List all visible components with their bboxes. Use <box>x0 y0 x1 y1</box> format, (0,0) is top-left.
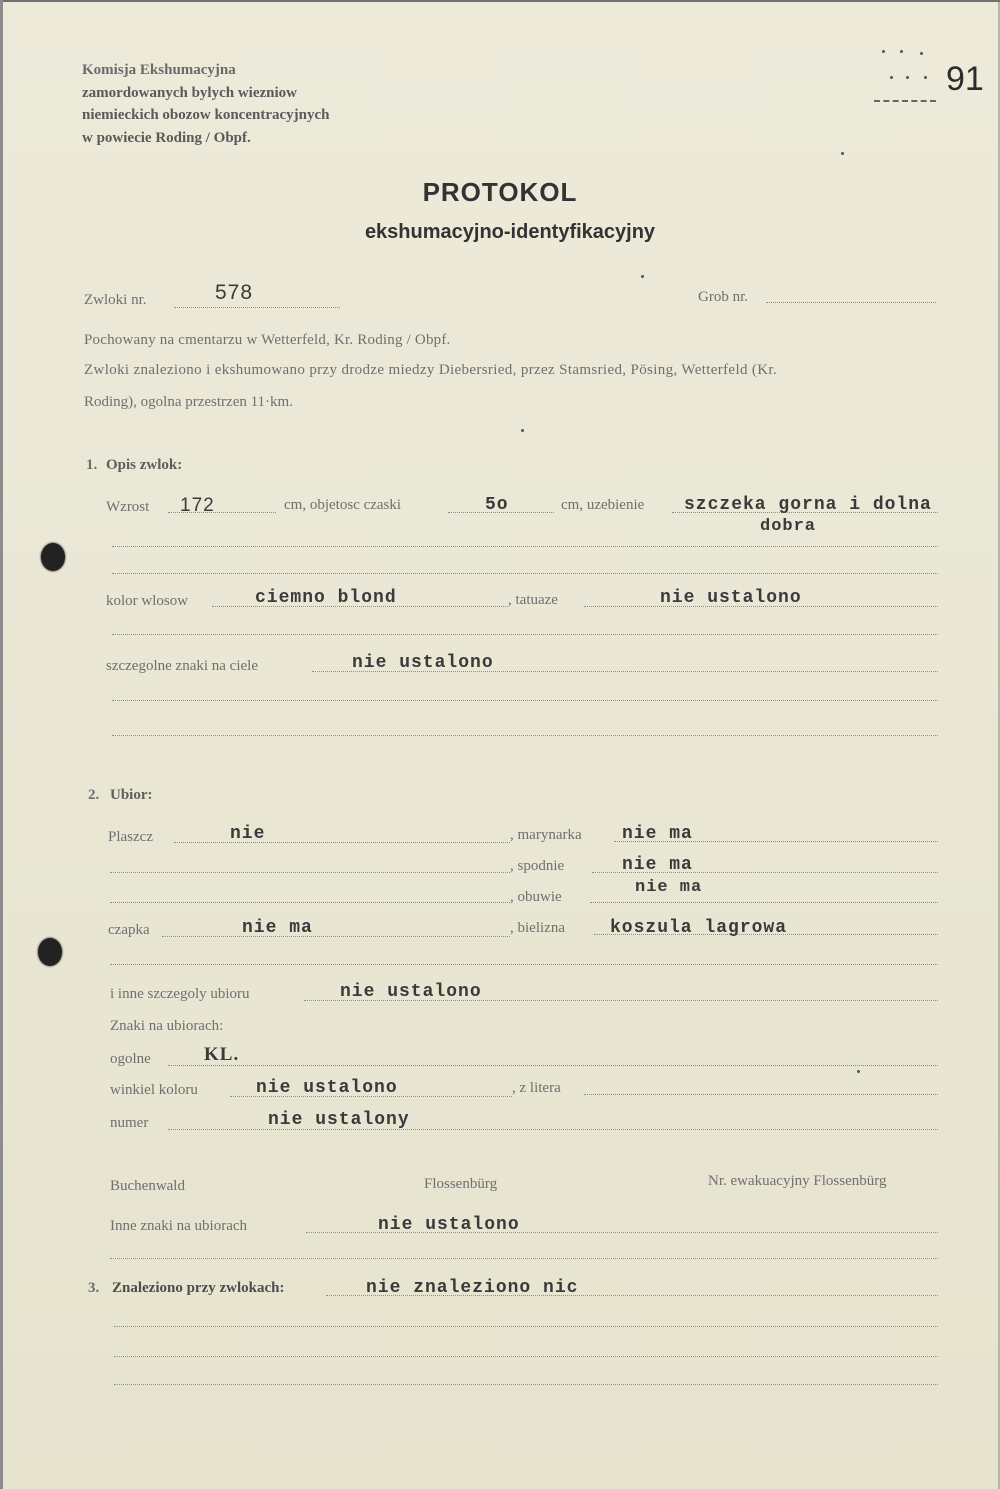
letter-line <box>584 1094 938 1095</box>
general-marks-line <box>168 1065 938 1066</box>
stamp-marks <box>872 48 942 108</box>
height-value: 172 <box>180 495 215 516</box>
flossenburg-label: Flossenbürg <box>424 1176 498 1192</box>
found-line-2: Roding), ogolna przestrzen 11·km. <box>84 394 293 410</box>
other-marks-label: Inne znaki na ubiorach <box>110 1218 248 1234</box>
triangle-color-value: nie ustalono <box>256 1078 398 1098</box>
org-line-3: niemieckich obozow koncentracyjnych <box>82 107 330 123</box>
cap-line <box>162 936 510 937</box>
skull-unit: cm, uzebienie <box>561 497 645 513</box>
tattoo-label: , tatuaze <box>508 592 558 608</box>
shoes-line <box>590 902 938 903</box>
org-line-1: Komisja Ekshumacyjna <box>82 62 236 78</box>
trousers-label: , spodnie <box>510 858 565 874</box>
body-marks-label: szczegolne znaki na ciele <box>106 658 258 674</box>
section3-number: 3. <box>88 1280 100 1296</box>
paper-speck <box>641 275 644 278</box>
document-title: PROTOKOL <box>422 177 578 207</box>
coat-value: nie <box>230 824 266 844</box>
height-label: Wzrost <box>106 499 150 515</box>
body-number-line <box>174 307 340 308</box>
body-marks-value: nie ustalono <box>352 653 494 673</box>
section2-number: 2. <box>88 787 100 803</box>
clothing-marks-heading: Znaki na ubiorach: <box>110 1018 224 1034</box>
section1-blank-line-1 <box>112 573 938 574</box>
section3-blank-line-1 <box>114 1326 938 1327</box>
shoes-label: , obuwie <box>510 889 562 905</box>
grave-number-line <box>766 302 936 303</box>
section1-blank-line-3 <box>112 700 938 701</box>
section1-number: 1. <box>86 457 98 473</box>
section2-blank-line-2 <box>110 1258 938 1259</box>
section1-heading: Opis zwlok: <box>106 457 183 473</box>
cap-value: nie ma <box>242 918 313 938</box>
general-marks-value: KL. <box>204 1044 240 1065</box>
number-label: numer <box>110 1115 149 1131</box>
section3-blank-line-2 <box>114 1356 938 1357</box>
underwear-label: , bielizna <box>510 920 565 936</box>
paper-speck <box>857 1070 860 1073</box>
section1-blank-line-2 <box>112 634 938 635</box>
other-clothing-label: i inne szczegoly ubioru <box>110 986 250 1002</box>
punch-hole-bottom <box>38 938 62 966</box>
trousers-value: nie ma <box>622 855 693 875</box>
underwear-value: koszula lagrowa <box>610 918 788 938</box>
body-number-label: Zwloki nr. <box>84 292 147 308</box>
page-number: 91 <box>946 60 984 98</box>
cap-label: czapka <box>108 922 150 938</box>
org-line-4: w powiecie Roding / Obpf. <box>82 130 251 146</box>
shoes-value: nie ma <box>635 878 703 897</box>
section2-heading: Ubior: <box>110 787 153 803</box>
hair-label: kolor wlosow <box>106 593 189 609</box>
coat-line <box>174 842 510 843</box>
height-unit: cm, objetosc czaski <box>284 497 402 513</box>
evacuation-number-label: Nr. ewakuacyjny Flossenbürg <box>708 1173 887 1189</box>
section2-blank-line-1 <box>110 964 938 965</box>
triangle-color-label: winkiel koloru <box>110 1082 198 1098</box>
number-value: nie ustalony <box>268 1110 410 1130</box>
jacket-value: nie ma <box>622 824 693 844</box>
paper-speck <box>841 152 844 155</box>
paper-speck <box>521 429 524 432</box>
teeth-value-2: dobra <box>760 517 817 536</box>
jacket-label: , marynarka <box>510 827 582 843</box>
coat-label: Plaszcz <box>108 829 153 845</box>
trousers-left-line <box>110 872 510 873</box>
section1-blank-line-4 <box>112 735 938 736</box>
found-line-1: Zwloki znaleziono i ekshumowano przy drodze miedzy Diebersried, przez Stamsried, Pösing, Wetterfeld (Kr. <box>84 362 778 378</box>
punch-hole-top <box>41 543 65 571</box>
other-marks-value: nie ustalono <box>378 1215 520 1235</box>
grave-number-label: Grob nr. <box>698 289 748 305</box>
general-marks-label: ogolne <box>110 1051 151 1067</box>
section3-value: nie znaleziono nic <box>366 1278 579 1298</box>
burial-line: Pochowany na cmentarzu w Wetterfeld, Kr. Roding / Obpf. <box>84 332 451 348</box>
skull-value: 5o <box>485 495 509 515</box>
section3-blank-line-3 <box>114 1384 938 1385</box>
teeth-value-1: szczeka gorna i dolna <box>684 495 932 515</box>
org-line-2: zamordowanych bylych wiezniow <box>82 85 297 101</box>
section3-heading: Znaleziono przy zwlokach: <box>112 1280 285 1296</box>
shoes-left-line <box>110 902 510 903</box>
body-number-value: 578 <box>215 281 254 304</box>
buchenwald-label: Buchenwald <box>110 1178 185 1194</box>
hair-value: ciemno blond <box>255 588 397 608</box>
other-clothing-value: nie ustalono <box>340 982 482 1002</box>
document-subtitle: ekshumacyjno-identyfikacyjny <box>364 221 656 243</box>
tattoo-value: nie ustalono <box>660 588 802 608</box>
teeth-line-2 <box>112 546 938 547</box>
letter-label: , z litera <box>512 1080 561 1096</box>
